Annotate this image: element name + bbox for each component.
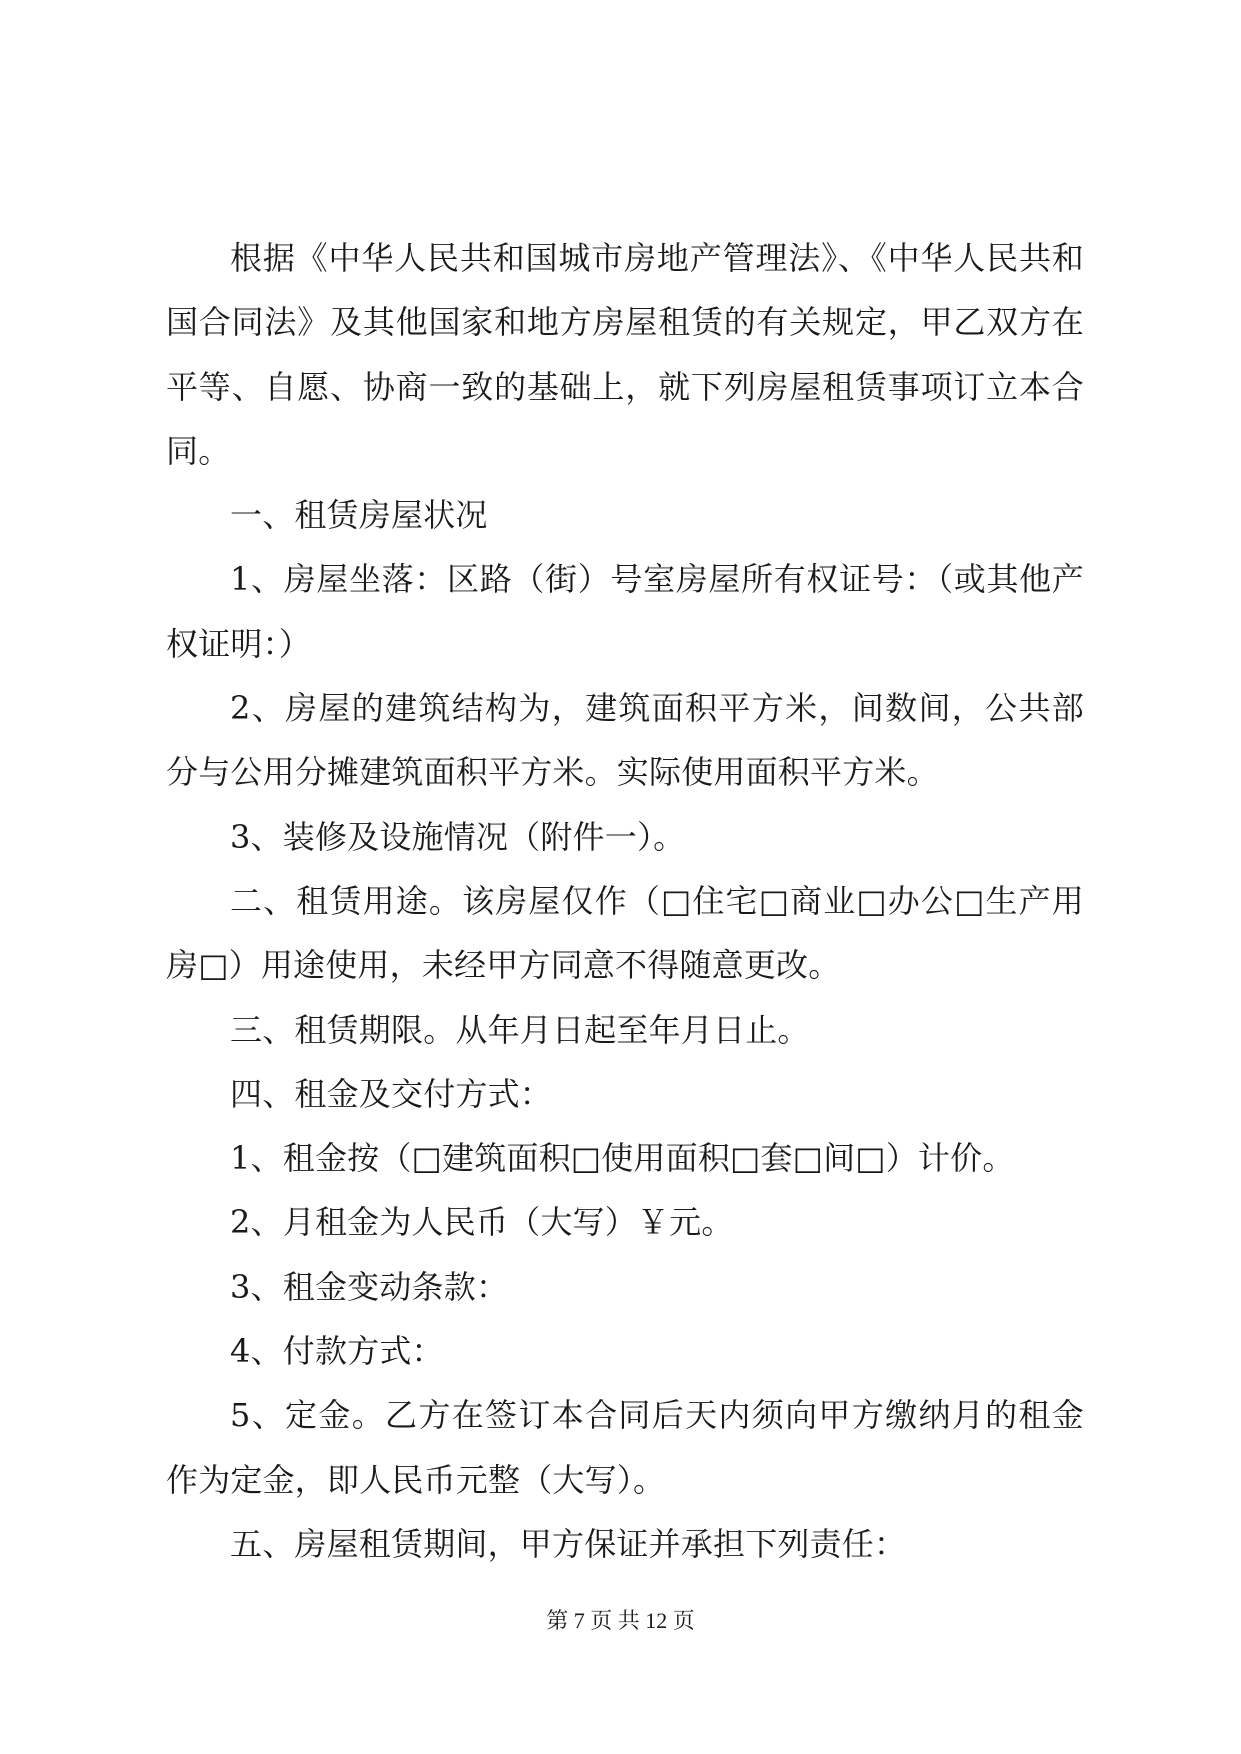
section-2-purpose: 二、租赁用途。该房屋仅作（□住宅□商业□办公□生产用房□）用途使用，未经甲方同意不得随意更改。: [166, 881, 1084, 985]
clause-4-1: 1、租金按（□建筑面积□使用面积□套□间□）计价。: [230, 1139, 1015, 1178]
clause-1-3: 3、装修及设施情况（附件一）。: [230, 817, 686, 856]
page-number-footer: 第 7 页 共 12 页: [546, 1608, 695, 1633]
paragraph-preamble: 根据《中华人民共和国城市房地产管理法》、《中华人民共和国合同法》及其他国家和地方房屋租赁的有关规定，甲乙双方在平等、自愿、协商一致的基础上，就下列房屋租赁事项订立本合同。: [166, 239, 1084, 470]
clause-1-2: 2、房屋的建筑结构为，建筑面积平方米，间数间，公共部分与公用分摊建筑面积平方米。实际使用面积平方米。: [166, 689, 1084, 792]
section-heading-5: 五、房屋租赁期间，甲方保证并承担下列责任：: [230, 1524, 907, 1563]
document-body: [166, 226, 1084, 1576]
section-heading-1: 一、租赁房屋状况: [230, 496, 488, 535]
clause-4-2: 2、月租金为人民币（大写）￥元。: [230, 1203, 734, 1242]
clause-4-4: 4、付款方式：: [230, 1332, 444, 1371]
clause-4-5: 5、定金。乙方在签订本合同后天内须向甲方缴纳月的租金作为定金，即人民币元整（大写）。: [166, 1396, 1084, 1499]
clause-1-1: 1、房屋坐落：区路（街）号室房屋所有权证号：（或其他产权证明：）: [166, 560, 1084, 663]
section-3-term: 三、租赁期限。从年月日起至年月日止。: [230, 1010, 810, 1049]
clause-4-3: 3、租金变动条款：: [230, 1267, 509, 1306]
section-heading-4: 四、租金及交付方式：: [230, 1074, 553, 1113]
